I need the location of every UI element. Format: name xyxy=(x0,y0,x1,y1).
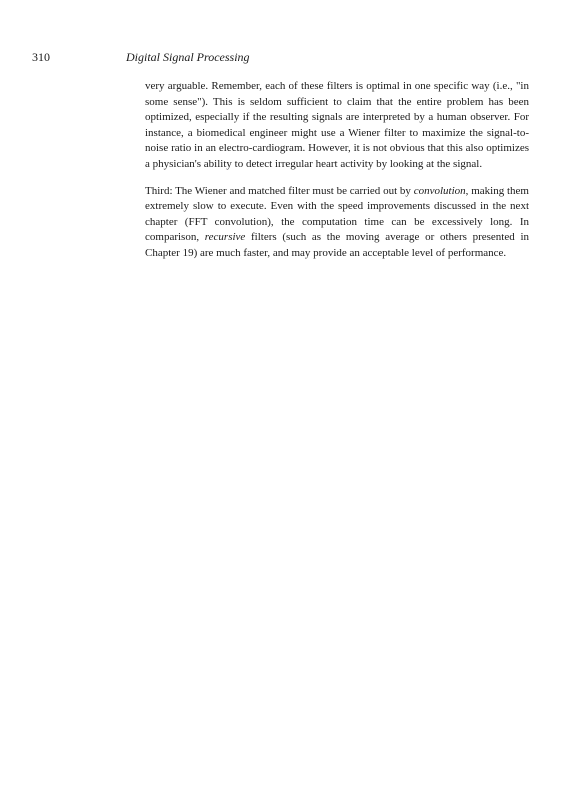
paragraph-2-text-1: Third: The Wiener and matched filter must be carried out by xyxy=(145,184,414,197)
body-text xyxy=(145,79,529,273)
paragraph-2-text-3: filters (such as the moving average or others presented in Chapter 19) are much faster, and may provide an acceptable level of performance. xyxy=(145,231,529,259)
paragraph-1: very arguable. Remember, each of these filters is optimal in one specific way (i.e., "in some sense"). This is seldom sufficient to claim that the entire problem has been optimized, especially if the resulting signals are interpreted by a human observer. For instance, a biomedical engineer might use a Wiener filter to maximize the signal-to-noise ratio in an electro-cardiogram. However, it is not obvious that this also optimizes a physician's ability to detect irregular heart activity by looking at the signal. xyxy=(145,80,529,170)
paragraph-2-text-2: , making them extremely slow to execute. Even with the speed improvements discussed in the next chapter (FFT convolution), the computation time can be excessively long. In comparison, xyxy=(145,184,529,244)
paragraph-2 xyxy=(145,184,529,262)
page-number: 310 xyxy=(32,50,50,64)
emphasis-recursive: recursive xyxy=(204,231,246,244)
emphasis-convolution: convolution xyxy=(413,184,466,197)
running-head: Digital Signal Processing xyxy=(126,50,250,64)
